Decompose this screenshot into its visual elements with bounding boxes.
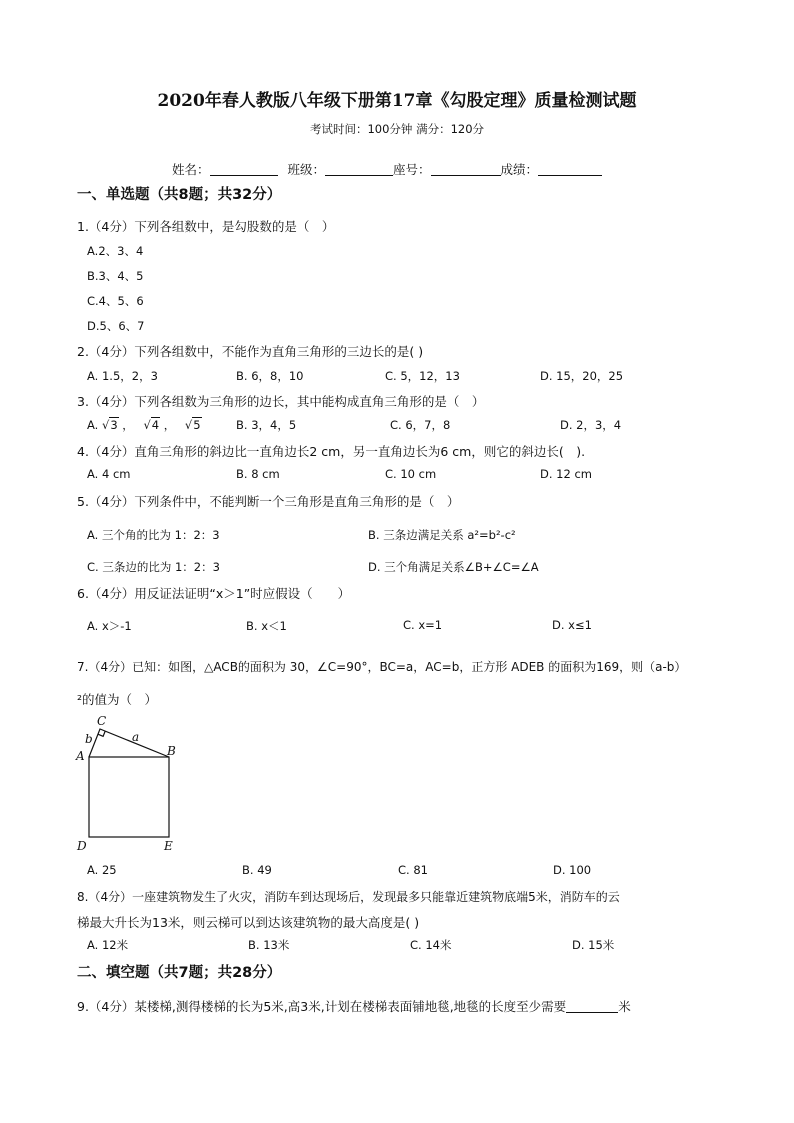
question-2-stem: 2.（4分）下列各组数中，不能作为直角三角形的三边长的是( ) [77,344,424,359]
question-7-option-b[interactable]: B. 49 [242,863,272,877]
class-label: 班级： [287,162,326,177]
question-1-option-c[interactable]: C.4、5、6 [87,294,144,308]
label-b: b [85,732,93,746]
question-1-option-d[interactable]: D.5、6、7 [87,319,145,333]
label-a: a [132,730,140,744]
question-3-stem: 3.（4分）下列各组数为三角形的边长，其中能构成直角三角形的是（ ） [77,394,485,409]
sqrt-3: √3 [101,418,118,432]
question-6-option-c[interactable]: C. x=1 [403,618,443,632]
name-blank[interactable] [210,163,278,176]
question-6-stem: 6.（4分）用反证法证明“x＞1”时应假设（ ） [77,586,351,601]
right-triangle-acb [89,729,169,757]
student-info-row [172,160,602,178]
question-8-option-d[interactable]: D. 15米 [572,938,615,952]
sqrt-4: √4 [143,418,160,432]
question-9-answer-blank[interactable] [566,1000,618,1013]
label-vertex-d: D [77,839,87,853]
question-9-unit: 米 [618,999,631,1014]
question-7-option-a[interactable]: A. 25 [87,863,117,877]
square-adeb [89,757,169,837]
question-8-option-a[interactable]: A. 12米 [87,938,129,952]
exam-subtitle: 考试时间：100分钟 满分：120分 [309,122,485,136]
section-heading-single-choice: 一、单选题（共8题；共32分） [77,187,282,203]
question-3-option-c[interactable]: C. 6，7，8 [390,418,451,432]
score-blank[interactable] [538,163,602,176]
question-5-option-d[interactable]: D. 三个角满足关系∠B+∠C=∠A [368,560,539,574]
question-3-option-d[interactable]: D. 2，3，4 [560,418,622,432]
seat-label: 座号： [393,162,431,177]
question-3-option-a-letter: A. [87,418,99,432]
question-3-option-b[interactable]: B. 3，4，5 [236,418,297,432]
question-7-figure [72,713,192,855]
question-2-option-d[interactable]: D. 15，20，25 [540,369,624,383]
question-8-stem-line-2: 梯最大升长为13米，则云梯可以到达该建筑物的最大高度是( ) [77,915,420,930]
question-8-stem-line-1: 8.（4分）一座建筑物发生了火灾，消防车到达现场后，发现最多只能靠近建筑物底端5米，消防车的云 [77,890,620,904]
question-3-option-a[interactable]: A. √3 ， √4 ， √5 [87,418,201,432]
section-heading-fill-in: 二、填空题（共7题；共28分） [77,965,282,981]
seat-blank[interactable] [431,163,501,176]
question-4-option-a[interactable]: A. 4 cm [87,467,131,481]
question-7-stem-line-1: 7.（4分）已知：如图，△ACB的面积为 30，∠C=90°，BC=a，AC=b，正方形 ADEB 的面积为169，则（a-b） [77,660,687,674]
question-6-option-d[interactable]: D. x≤1 [552,618,592,632]
question-4-stem: 4.（4分）直角三角形的斜边比一直角边长2 cm，另一直角边长为6 cm，则它的斜边长( ). [77,444,586,459]
question-1-option-b[interactable]: B.3、4、5 [87,269,144,283]
question-9-stem: 9.（4分）某楼梯,测得楼梯的长为5米,高3米,计划在楼梯表面铺地毯,地毯的长度至少需要 [77,999,567,1014]
question-1-option-a[interactable]: A.2、3、4 [87,244,144,258]
question-4-option-c[interactable]: C. 10 cm [385,467,437,481]
question-8-option-c[interactable]: C. 14米 [410,938,452,952]
label-vertex-e: E [164,839,173,853]
question-1-stem: 1.（4分）下列各组数中，是勾股数的是（ ） [77,219,335,234]
sqrt-5: √5 [184,418,201,432]
question-7-option-c[interactable]: C. 81 [398,863,428,877]
label-vertex-b: B [167,744,176,758]
question-4-option-d[interactable]: D. 12 cm [540,467,592,481]
question-9-row [77,997,631,1015]
question-6-option-a[interactable]: A. x＞-1 [87,619,132,633]
page-title: 2020年春人教版八年级下册第17章《勾股定理》质量检测试题 [157,91,637,111]
question-5-option-b[interactable]: B. 三条边满足关系 a²=b²-c² [368,528,516,542]
question-2-option-b[interactable]: B. 6，8，10 [236,369,304,383]
name-label: 姓名： [172,162,210,177]
question-5-stem: 5.（4分）下列条件中，不能判断一个三角形是直角三角形的是（ ） [77,494,460,509]
question-5-option-c[interactable]: C. 三条边的比为 1：2：3 [87,560,220,574]
question-6-option-b[interactable]: B. x＜1 [246,619,287,633]
question-4-option-b[interactable]: B. 8 cm [236,467,280,481]
question-5-option-a[interactable]: A. 三个角的比为 1：2：3 [87,528,220,542]
question-8-option-b[interactable]: B. 13米 [248,938,290,952]
question-7-option-d[interactable]: D. 100 [553,863,592,877]
question-2-option-a[interactable]: A. 1.5，2，3 [87,369,158,383]
score-label: 成绩： [500,162,539,177]
question-7-stem-line-2: ²的值为（ ） [77,692,158,707]
label-c: C [97,714,107,728]
question-2-option-c[interactable]: C. 5，12，13 [385,369,460,383]
class-blank[interactable] [325,163,393,176]
label-vertex-a: A [76,749,85,763]
